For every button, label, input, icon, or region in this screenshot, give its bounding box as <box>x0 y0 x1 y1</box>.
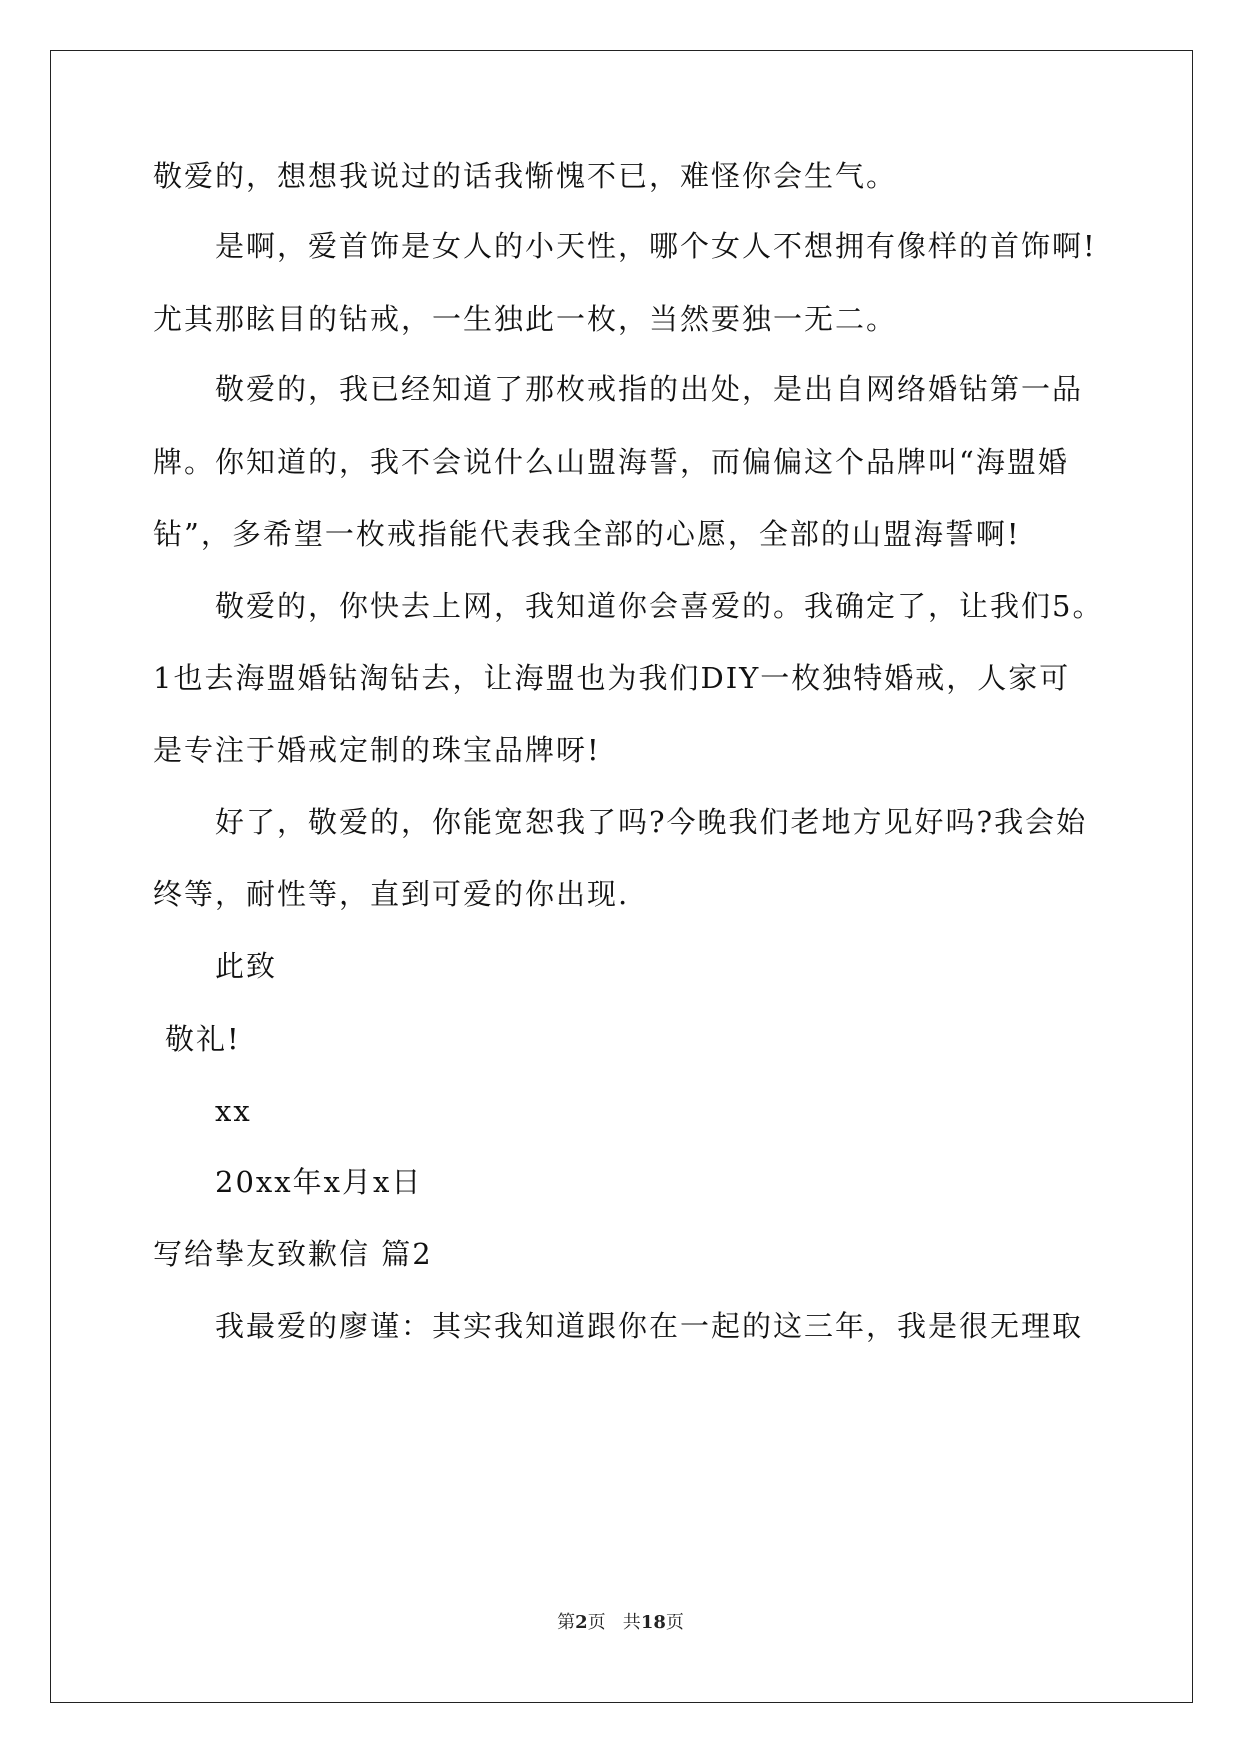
footer-page-number: 2 <box>575 1612 588 1633</box>
letter-paragraph-4-line-1: 敬爱的，你快去上网，我知道你会喜爱的。我确定了，让我们5。 <box>215 589 1104 623</box>
letter-paragraph-4-line-3: 是专注于婚戒定制的珠宝品牌呀! <box>153 733 601 767</box>
letter-paragraph-5-line-2: 终等，耐性等，直到可爱的你出现. <box>153 877 630 911</box>
letter-salute: 敬礼! <box>165 1022 241 1056</box>
footer-suffix: 页 <box>665 1612 684 1633</box>
section-2-title: 写给挚友致歉信 篇2 <box>153 1237 433 1271</box>
letter-paragraph-3-line-3: 钻”，多希望一枚戒指能代表我全部的心愿，全部的山盟海誓啊! <box>153 517 1021 551</box>
letter-paragraph-2-line-1: 是啊，爱首饰是女人的小天性，哪个女人不想拥有像样的首饰啊! <box>215 229 1097 263</box>
letter-signature: xx <box>215 1094 252 1128</box>
letter-closing: 此致 <box>215 949 278 983</box>
letter-paragraph-1: 敬爱的，想想我说过的话我惭愧不已，难怪你会生气。 <box>153 159 898 193</box>
letter-paragraph-4-line-2: 1也去海盟婚钻淘钻去，让海盟也为我们DIY一枚独特婚戒，人家可 <box>153 661 1071 695</box>
letter-paragraph-5-line-1: 好了，敬爱的，你能宽恕我了吗?今晚我们老地方见好吗?我会始 <box>215 805 1088 839</box>
page-footer <box>0 1612 1241 1634</box>
footer-middle: 页 共 <box>587 1612 641 1633</box>
letter-paragraph-2-line-2: 尤其那眩目的钻戒，一生独此一枚，当然要独一无二。 <box>153 302 898 336</box>
footer-total-pages: 18 <box>640 1612 666 1633</box>
letter-date: 20xx年x月x日 <box>215 1165 423 1199</box>
letter-paragraph-3-line-1: 敬爱的，我已经知道了那枚戒指的出处，是出自网络婚钻第一品 <box>215 372 1084 406</box>
section-2-paragraph-1-line-1: 我最爱的廖谨：其实我知道跟你在一起的这三年，我是很无理取 <box>215 1309 1084 1343</box>
footer-prefix: 第 <box>557 1612 576 1633</box>
letter-paragraph-3-line-2: 牌。你知道的，我不会说什么山盟海誓，而偏偏这个品牌叫“海盟婚 <box>153 445 1069 479</box>
